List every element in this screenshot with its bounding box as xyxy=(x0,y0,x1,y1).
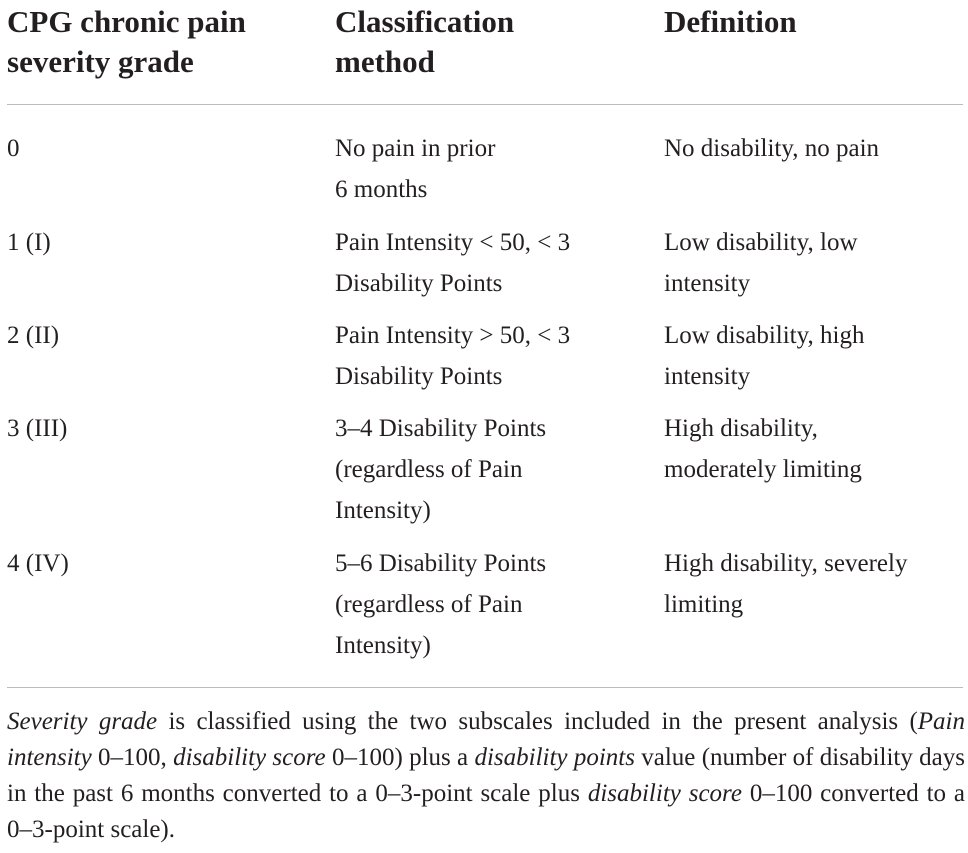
header-method-line-2: method xyxy=(335,44,435,79)
cell-definition: No disability, no pain xyxy=(664,135,880,162)
cell-grade: 3 (III) xyxy=(7,415,68,442)
table-footnote: Severity grade is classified using the two subscales included in the present analysis (Pain intensity 0–100, disability score 0–100) plus a disability points value (number of disability days in the past 6 months converted to a 0–3-point scale plus disability score 0–100 converted to a 0–3-point scale). xyxy=(7,708,965,843)
table-bottom-divider xyxy=(7,687,963,688)
header-grade-line-2: severity grade xyxy=(7,44,194,79)
header-grade xyxy=(7,2,307,82)
cell-definition: High disability, moderately limiting xyxy=(664,415,862,483)
cell-method: 3–4 Disability Points (regardless of Pain Intensity) xyxy=(335,415,547,524)
cell-grade: 2 (II) xyxy=(7,322,60,349)
header-grade-line-1: CPG chronic pain xyxy=(7,4,246,39)
cell-grade: 0 xyxy=(7,135,20,162)
header-definition xyxy=(664,2,964,42)
cell-grade: 1 (I) xyxy=(7,229,51,256)
header-divider xyxy=(7,104,963,105)
cell-definition: Low disability, low intensity xyxy=(664,229,858,297)
header-method-line-1: Classification xyxy=(335,4,515,39)
cell-method: Pain Intensity < 50, < 3 Disability Points xyxy=(335,229,571,297)
cell-definition: High disability, severely limiting xyxy=(664,550,908,618)
header-definition-line-1: Definition xyxy=(664,4,797,39)
cell-method: No pain in prior 6 months xyxy=(335,135,496,203)
cell-grade: 4 (IV) xyxy=(7,550,69,577)
cell-method: Pain Intensity > 50, < 3 Disability Points xyxy=(335,322,571,390)
cell-method: 5–6 Disability Points (regardless of Pain Intensity) xyxy=(335,550,547,659)
table-header xyxy=(0,0,968,104)
header-method xyxy=(335,2,640,82)
cell-definition: Low disability, high intensity xyxy=(664,322,865,390)
